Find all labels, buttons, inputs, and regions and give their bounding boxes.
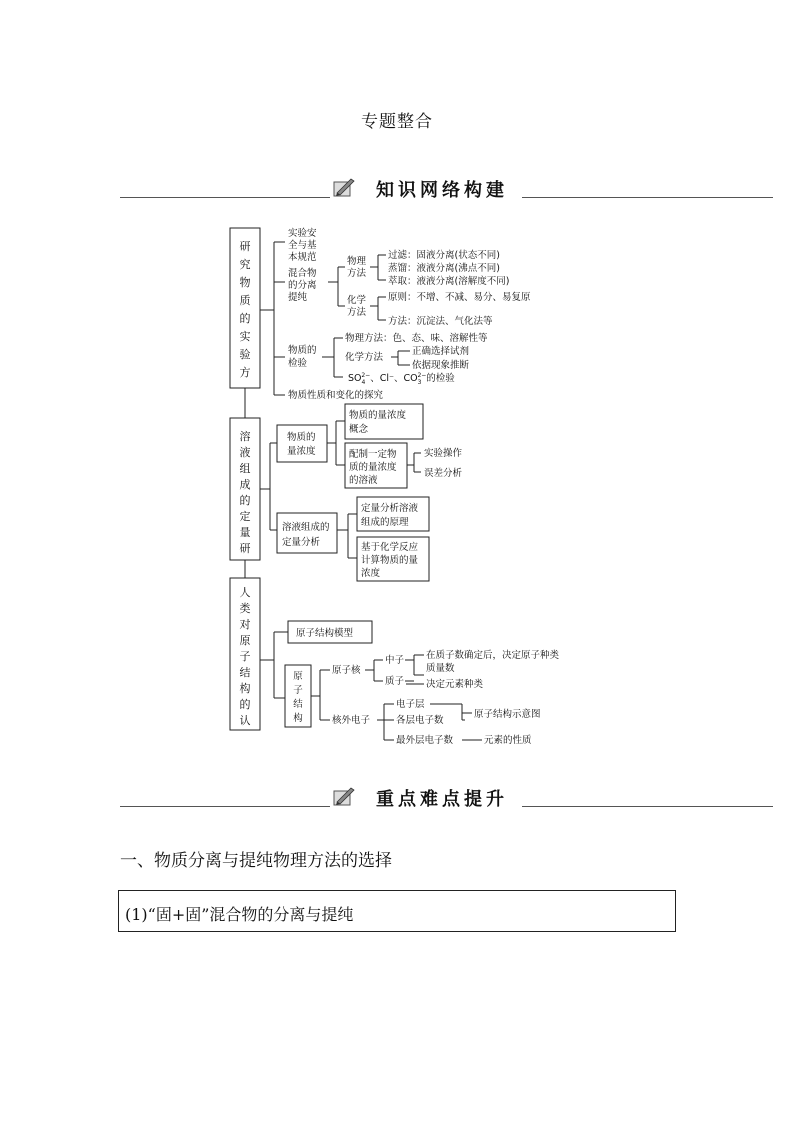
physical-method-2: 方法 (347, 268, 367, 279)
separation-line-1: 混合物 (288, 268, 317, 279)
nucleus: 原子核 (332, 665, 361, 676)
conc-concept-1: 物质的量浓度 (349, 410, 407, 421)
proton: 质子 (385, 676, 405, 687)
element-property: 元素的性质 (484, 735, 532, 746)
quant-calc-2: 计算物质的量 (361, 555, 419, 566)
banner2-title: 重点难点提升 (376, 789, 508, 810)
safety-line-3: 本规范 (288, 252, 317, 263)
shell-electron-count: 各层电子数 (396, 715, 444, 726)
page-title: 专题整合 (361, 112, 433, 132)
root2-char-7: 量 (239, 526, 251, 539)
detect-chemical: 化学方法 (345, 352, 384, 363)
detect-chem-reagent: 正确选择试剂 (412, 346, 470, 357)
banner1-title: 知识网络构建 (376, 180, 508, 201)
root2-char-5: 的 (239, 494, 251, 507)
root3-char-5: 子 (239, 650, 251, 663)
root1-char-2: 究 (239, 258, 251, 271)
root3-char-1: 人 (239, 586, 251, 599)
element-type: 决定元素种类 (426, 679, 484, 690)
detection-line-1: 物质的 (288, 345, 317, 356)
root1-char-7: 验 (239, 348, 251, 361)
prep-error: 误差分析 (424, 468, 463, 479)
outermost-electrons: 最外层电子数 (396, 735, 454, 746)
quant-principle-2: 组成的原理 (361, 517, 409, 528)
root1-char-1: 研 (239, 240, 251, 253)
structure-diagram: 原子结构示意图 (474, 709, 541, 720)
chemical-item-method: 方法：沉淀法、气化法等 (388, 316, 493, 327)
chemical-method-2: 方法 (347, 307, 367, 318)
section-heading: 一、物质分离与提纯物理方法的选择 (120, 851, 392, 871)
subsection-title: (1)“固+固”混合物的分离与提纯 (125, 905, 354, 924)
root3-char-9: 认 (239, 714, 251, 727)
root3-char-7: 构 (239, 682, 251, 695)
banner2-left-line (120, 806, 330, 807)
root2-char-4: 成 (239, 478, 251, 491)
atom-structure-char-2: 子 (293, 685, 303, 696)
root1-char-4: 质 (239, 294, 251, 307)
root2-char-8: 研 (239, 542, 251, 555)
banner2-right-line (522, 806, 773, 807)
physical-method-1: 物理 (347, 256, 367, 267)
quant-principle-1: 定量分析溶液 (361, 503, 419, 514)
physical-item-distill: 蒸馏：液液分离(沸点不同) (388, 263, 500, 274)
root3-char-2: 类 (239, 602, 251, 615)
conc-prep-3: 的溶液 (349, 475, 378, 486)
ion-test-label: $SO_42-$、Cl⁻、$CO_32-$的检验 (348, 372, 455, 386)
chemical-method-1: 化学 (347, 295, 367, 306)
detect-physical: 物理方法：色、态、味、溶解性等 (345, 333, 488, 344)
quant-line-2: 定量分析 (282, 537, 321, 548)
root1-char-5: 的 (239, 312, 251, 325)
concentration-line-2: 量浓度 (287, 446, 316, 457)
property-explore: 物质性质和变化的探究 (288, 390, 384, 401)
root1-char-6: 实 (239, 330, 251, 343)
atom-structure-char-4: 构 (293, 713, 303, 724)
atom-structure-char-3: 结 (293, 699, 303, 710)
root2-char-1: 溶 (239, 430, 251, 443)
mass-number: 质量数 (426, 663, 455, 674)
root1-char-8: 方 (239, 366, 251, 379)
atom-structure-char-1: 原 (293, 671, 303, 682)
root2-char-6: 定 (239, 510, 251, 523)
physical-item-filter: 过滤：固液分离(状态不同) (388, 250, 500, 261)
subsection-box (118, 890, 676, 932)
prep-operation: 实验操作 (424, 448, 463, 459)
conc-prep-1: 配制一定物 (349, 449, 397, 460)
root3-char-4: 原 (239, 634, 251, 647)
conc-prep-2: 质的量浓度 (349, 462, 397, 473)
safety-line-1: 实验安 (288, 228, 317, 239)
safety-line-2: 全与基 (288, 240, 317, 251)
root2-char-2: 液 (239, 446, 251, 459)
quant-calc-1: 基于化学反应 (361, 542, 419, 553)
extranuclear-electrons: 核外电子 (332, 715, 371, 726)
quant-calc-3: 浓度 (361, 568, 381, 579)
concentration-line-1: 物质的 (287, 432, 316, 443)
separation-line-3: 提纯 (288, 292, 308, 303)
quant-line-1: 溶液组成的 (282, 522, 330, 533)
root2-char-3: 组 (239, 462, 251, 475)
conc-concept-2: 概念 (349, 424, 369, 435)
root3-char-8: 的 (239, 698, 251, 711)
detect-chem-infer: 依据现象推断 (412, 360, 470, 371)
electron-shell: 电子层 (396, 699, 425, 710)
separation-line-2: 的分离 (288, 280, 317, 291)
neutron: 中子 (385, 655, 405, 666)
pen-paper-icon (331, 786, 357, 808)
atom-model: 原子结构模型 (296, 628, 354, 639)
chemical-item-principle: 原则：不增、不减、易分、易复原 (388, 292, 531, 303)
root1-char-3: 物 (239, 276, 251, 289)
root3-char-3: 对 (239, 618, 251, 631)
detection-line-2: 检验 (288, 358, 308, 369)
neutron-note: 在质子数确定后，决定原子种类 (426, 650, 560, 661)
root3-char-6: 结 (239, 666, 251, 679)
physical-item-extract: 萃取：液液分离(溶解度不同) (388, 276, 510, 287)
